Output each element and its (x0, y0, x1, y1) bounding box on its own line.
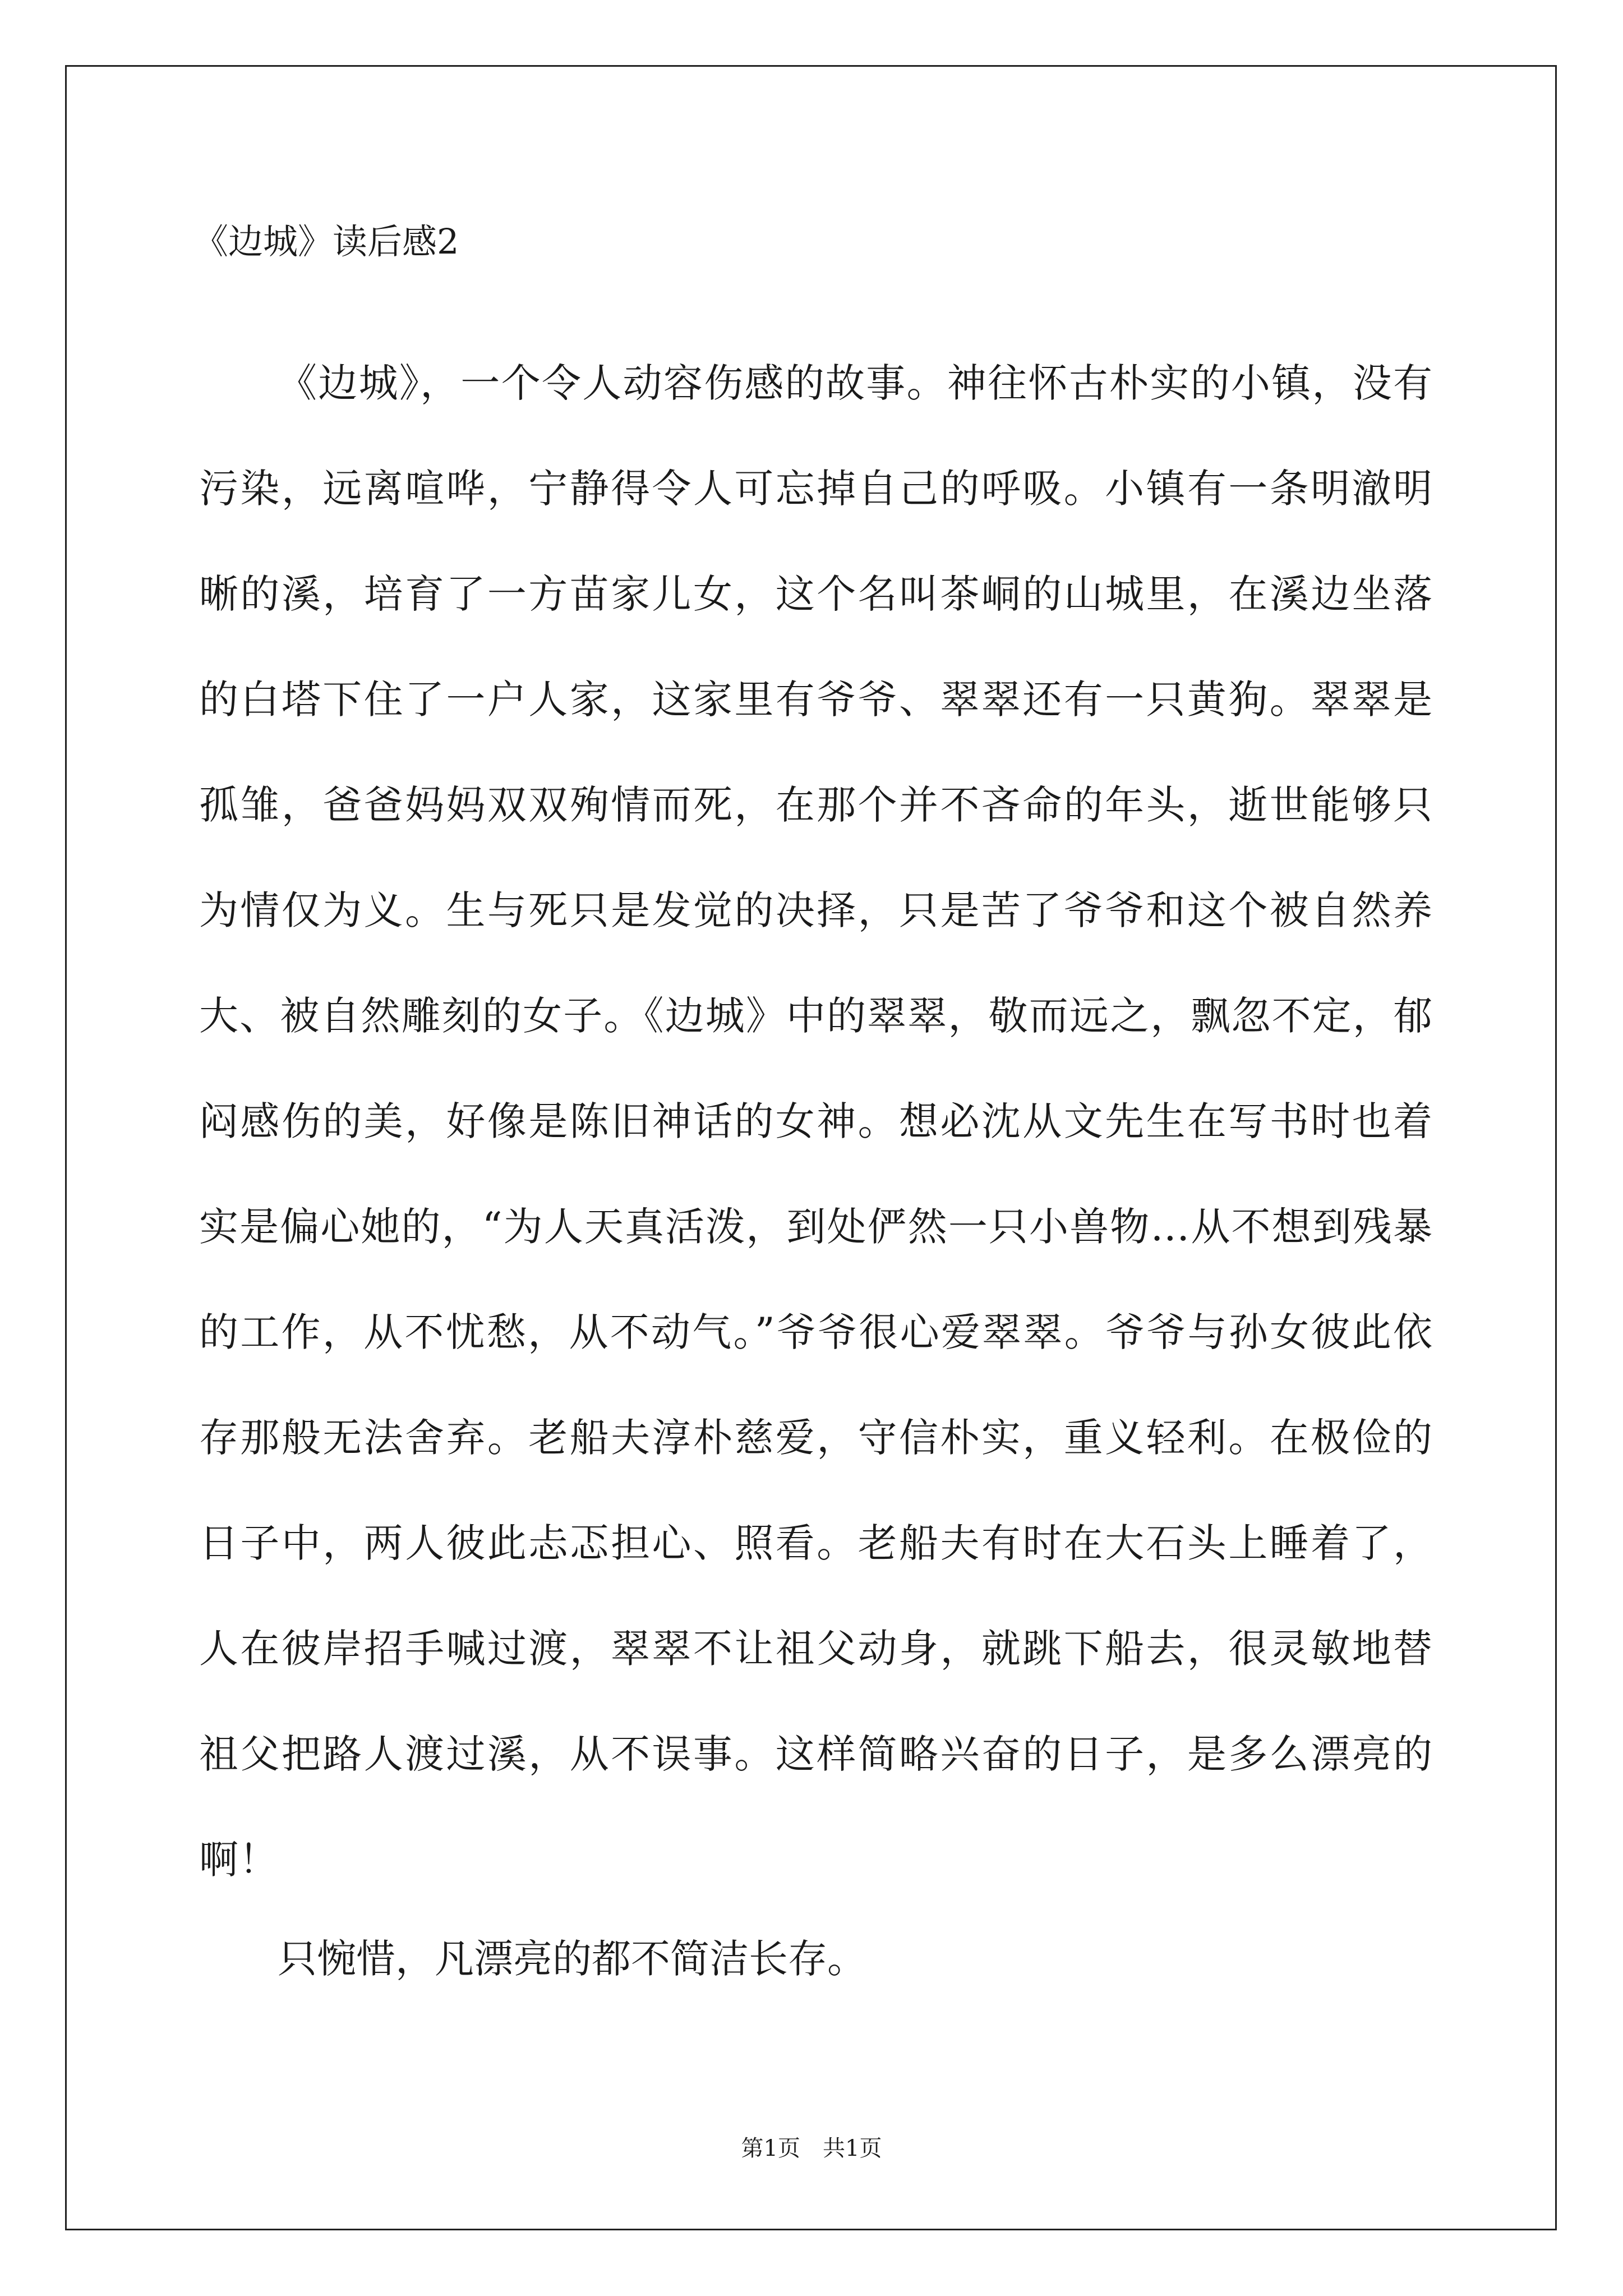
paragraph-1: 《边城》，一个令人动容伤感的故事。神往怀古朴实的小镇，没有污染，远离喧哗，宁静得令人可忘掉自己的呼吸。小镇有一条明澈明晰的溪，培育了一方苗家儿女，这个名叫茶峒的山城里，在溪边坐落的白塔下住了一户人家，这家里有爷爷、翠翠还有一只黄狗。翠翠是孤雏，爸爸妈妈双双殉情而死，在那个并不吝命的年头，逝世能够只为情仅为义。生与死只是发觉的决择，只是苦了爷爷和这个被自然养大、被自然雕刻的女子。《边城》中的翠翠，敬而远之，飘忽不定，郁闷感伤的美，好像是陈旧神话的女神。想必沈从文先生在写书时也着实是偏心她的，“为人天真活泼，到处俨然一只小兽物…从不想到残暴的工作，从不忧愁，从不动气。”爷爷很心爱翠翠。爷爷与孙女彼此依存那般无法舍弃。老船夫淳朴慈爱，守信朴实，重义轻利。在极俭的日子中，两人彼此忐忑担心、照看。老船夫有时在大石头上睡着了，人在彼岸招手喊过渡，翠翠不让祖父动身，就跳下船去，很灵敏地替祖父把路人渡过溪，从不误事。这样简略兴奋的日子，是多么漂亮的啊！ (199, 360, 1433, 1883)
document-body (199, 330, 1433, 1912)
page-number-total: 共1页 (823, 2136, 882, 2161)
paragraph-2: 只惋惜，凡漂亮的都不简洁长存。 (278, 1936, 866, 1982)
page-footer (0, 2137, 1623, 2160)
page-number-current: 第1页 (741, 2136, 800, 2161)
document-title: 《边城》读后感2 (193, 221, 459, 262)
